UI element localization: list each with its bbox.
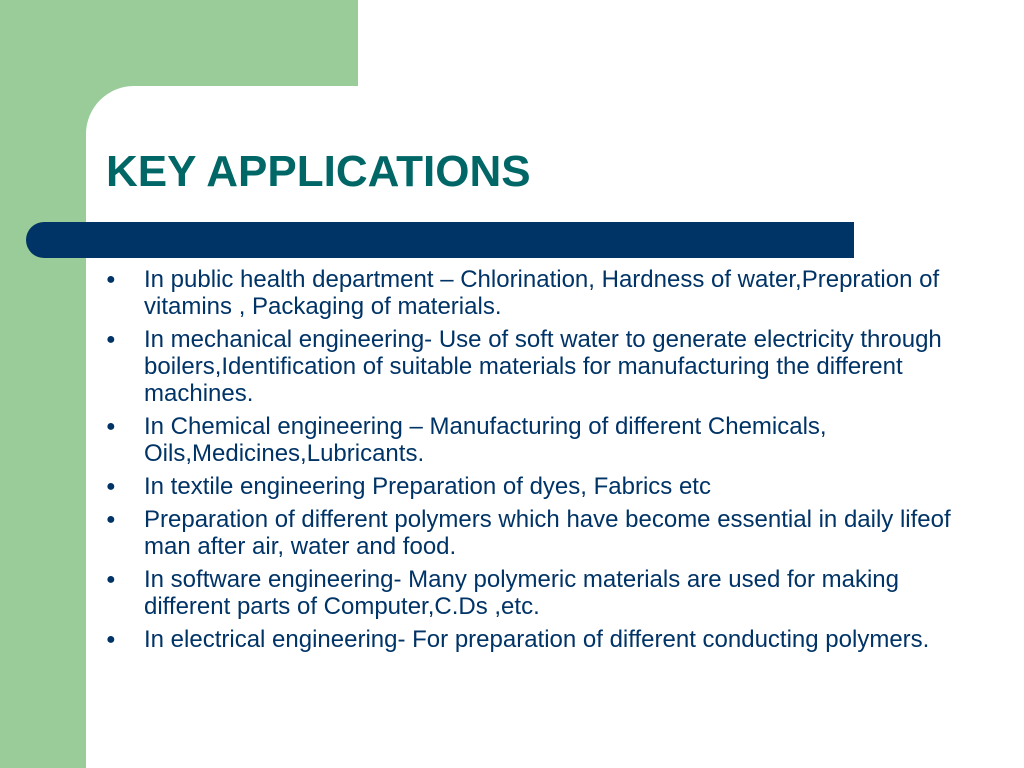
bullet-text: In mechanical engineering- Use of soft water to generate electricity through boilers,Identification of suitable materials for manufacturing the different machines. xyxy=(144,326,942,407)
bullet-text: Preparation of different polymers which have become essential in daily lifeof man after air, water and food. xyxy=(144,506,951,560)
bullet-dot-icon: ● xyxy=(106,271,116,288)
bullet-item xyxy=(106,506,966,560)
bullet-dot-icon: ● xyxy=(106,478,116,495)
bullet-item xyxy=(106,326,966,407)
bullet-text: In software engineering- Many polymeric materials are used for making different parts of Computer,C.Ds ,etc. xyxy=(144,566,900,620)
bullet-dot-icon: ● xyxy=(106,418,116,435)
slide-title: KEY APPLICATIONS xyxy=(106,147,531,196)
bullet-text: In textile engineering Preparation of dyes, Fabrics etc xyxy=(144,473,711,500)
bullet-item xyxy=(106,626,966,653)
bullet-item xyxy=(106,413,966,467)
bullet-dot-icon: ● xyxy=(106,571,116,588)
bullet-item xyxy=(106,266,966,320)
bullet-item xyxy=(106,473,966,500)
bullet-dot-icon: ● xyxy=(106,511,116,528)
bullet-dot-icon: ● xyxy=(106,631,116,648)
bullet-list xyxy=(106,266,966,659)
title-underline-bar xyxy=(26,222,854,258)
bullet-text: In public health department – Chlorination, Hardness of water,Prepration of vitamins , Packaging of materials. xyxy=(144,266,940,320)
bullet-item xyxy=(106,566,966,620)
bullet-dot-icon: ● xyxy=(106,331,116,348)
bullet-text: In electrical engineering- For preparation of different conducting polymers. xyxy=(144,626,930,653)
bullet-text: In Chemical engineering – Manufacturing of different Chemicals, Oils,Medicines,Lubricants. xyxy=(144,413,827,467)
